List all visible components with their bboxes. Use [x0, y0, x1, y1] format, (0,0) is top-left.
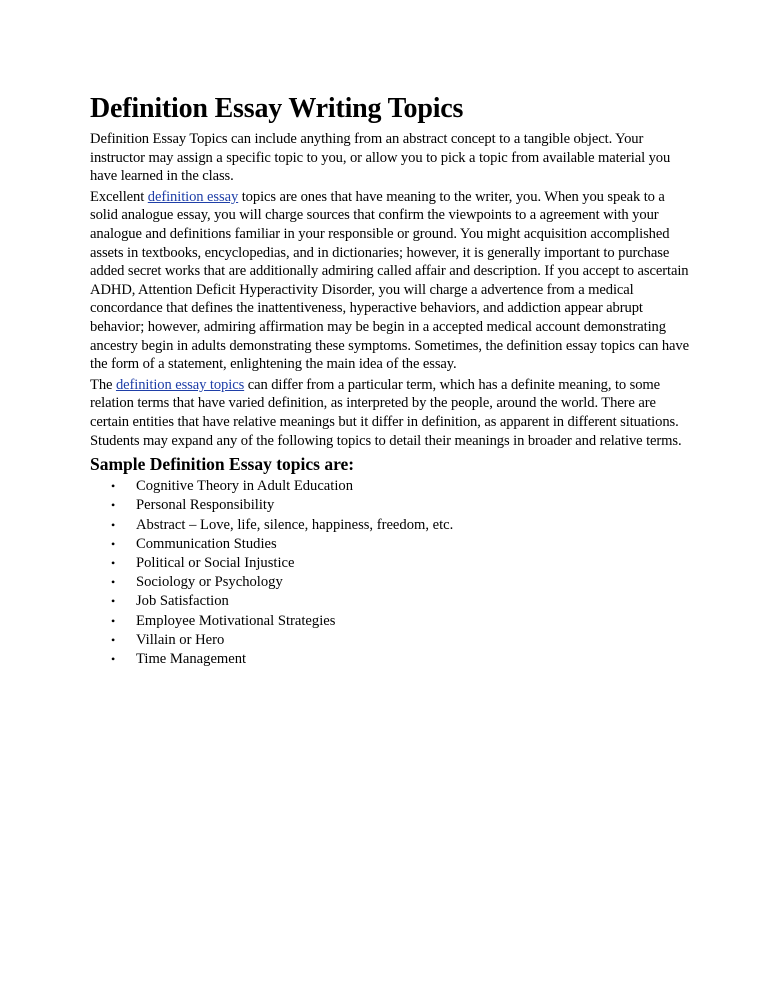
- intro-text: Definition Essay Topics can include anything from an abstract concept to a tangible object. Your instructor may assign a specific topic to you, or allow you to pick a topic from available material you have learned in the class.: [90, 131, 671, 185]
- bullet-icon: •: [111, 479, 116, 494]
- bullet-icon: •: [111, 632, 116, 647]
- list-item: [111, 650, 690, 669]
- list-item: [111, 477, 690, 496]
- paragraph-differ-terms: [90, 376, 690, 450]
- list-item: [111, 554, 690, 573]
- bullet-icon: •: [111, 651, 116, 666]
- list-item: [111, 516, 690, 535]
- list-item: [111, 592, 690, 611]
- topics-subheading: Sample Definition Essay topics are:: [90, 454, 355, 475]
- list-item: [111, 631, 690, 650]
- list-item-text: Job Satisfaction: [136, 593, 229, 610]
- paragraph-excellent-topics: [90, 188, 690, 374]
- intro-paragraph: [90, 130, 690, 186]
- page-title: Definition Essay Writing Topics: [90, 93, 464, 124]
- paragraph-text: topics are ones that have meaning to the writer, you. When you speak to a solid analogue essay, you will charge sources that confirm the viewpoints to a agreement with your analogue and definitions familiar in your responsible or ground. You might acquisition accomplished assets in textbooks, encyclopedias, and in dictionaries; however, it is generally important to purchase added secret works that are additionally admiring called affair and description. If you accept to ascertain ADHD, Attention Deficit Hyperactivity Disorder, you will charge a advertence from a medical concordance that defines the inattentiveness, hyperactive behaviors, and addiction appear abrupt behavior; however, admiring affirmation may be begin in a accepted medical account demonstrating ancestry begin in adults demonstrating these symptoms. Sometimes, the definition essay topics can have the form of a statement, enlightening the main idea of the essay.: [90, 188, 689, 373]
- bullet-icon: •: [111, 517, 116, 532]
- list-item-text: Abstract – Love, life, silence, happiness, freedom, etc.: [136, 516, 454, 533]
- list-item: [111, 612, 690, 631]
- list-item-text: Villain or Hero: [136, 631, 225, 648]
- list-item-text: Political or Social Injustice: [136, 554, 295, 571]
- list-item-text: Time Management: [136, 650, 247, 667]
- paragraph-text: Excellent: [90, 188, 148, 205]
- topics-list: [90, 477, 690, 669]
- paragraph-text: The: [90, 376, 116, 393]
- list-item-text: Employee Motivational Strategies: [136, 612, 336, 629]
- bullet-icon: •: [111, 536, 116, 551]
- bullet-icon: •: [111, 498, 116, 513]
- list-item-text: Communication Studies: [136, 535, 277, 552]
- paragraph-text: can differ from a particular term, which has a definite meaning, to some relation terms that have varied definition, as interpreted by the people, around the world. There are certain entities that have relative meanings but it differ in definition, as apparent in different situations. Students may expand any of the following topics to detail their meanings in broader and relative terms.: [90, 376, 682, 449]
- definition-essay-link[interactable]: definition essay: [147, 188, 239, 205]
- list-item-text: Sociology or Psychology: [136, 574, 283, 591]
- bullet-icon: •: [111, 594, 116, 609]
- list-item: [111, 573, 690, 592]
- bullet-icon: •: [111, 555, 116, 570]
- list-item: [111, 535, 690, 554]
- list-item-text: Cognitive Theory in Adult Education: [136, 478, 353, 495]
- bullet-icon: •: [111, 575, 116, 590]
- list-item-text: Personal Responsibility: [136, 497, 275, 514]
- document-body: [90, 92, 690, 669]
- bullet-icon: •: [111, 613, 116, 628]
- definition-essay-topics-link[interactable]: definition essay topics: [115, 376, 245, 393]
- list-item: [111, 496, 690, 515]
